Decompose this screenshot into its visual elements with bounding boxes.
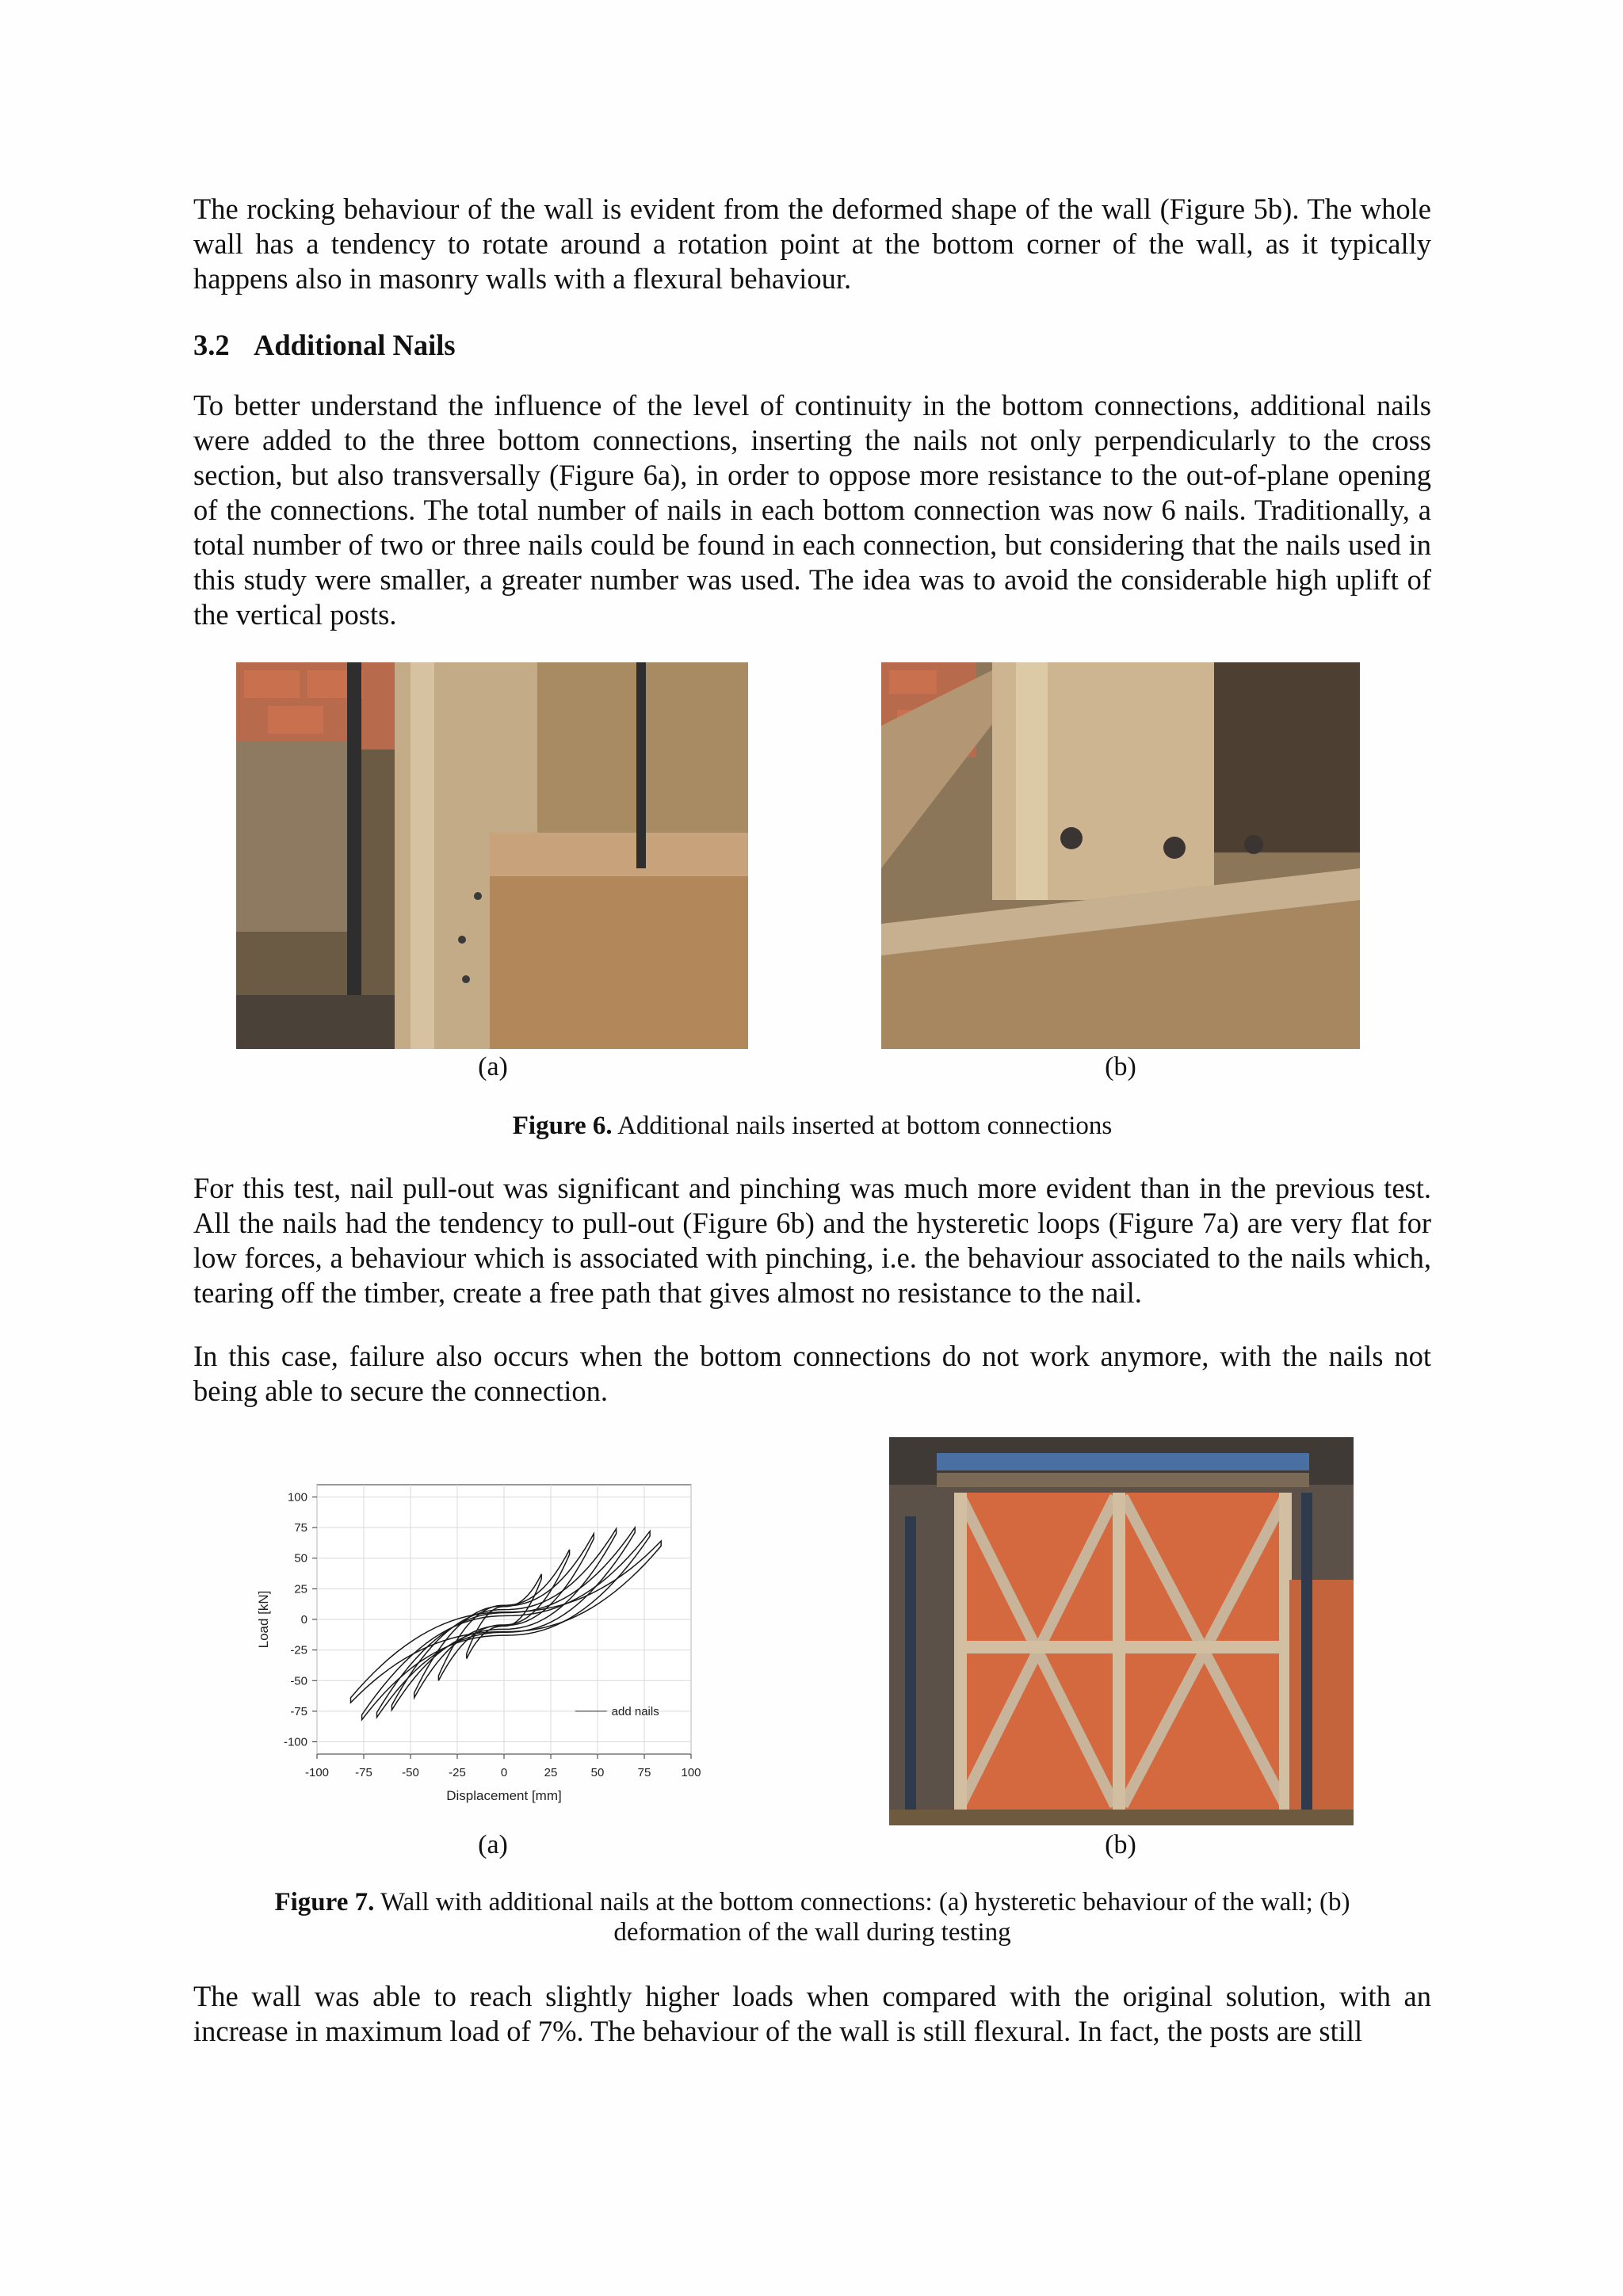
paragraph-rocking-behaviour: The rocking behaviour of the wall is evident from the deformed shape of the wall (Figure 5b). The whole wall has a tendency to rotate around a rotation point at the bottom corner of the wall, as it typically happens also in masonry walls with a flexural behaviour. <box>193 193 1431 295</box>
figure6a-photo <box>236 662 748 1049</box>
paragraph-higher-loads: The wall was able to reach slightly higher loads when compared with the original solution, with an increase in maximum load of 7%. The behaviour of the wall is still flexural. In fact, the posts are still <box>193 1980 1431 2047</box>
figure7-caption <box>238 1887 1387 1947</box>
y-tick-label: -25 <box>290 1643 307 1657</box>
figure7-caption-label: Figure 7. <box>274 1888 375 1917</box>
hysteresis-chart-svg <box>216 1437 723 1825</box>
figure6a-label: (a) <box>478 1052 508 1081</box>
figure7a-label: (a) <box>478 1830 508 1859</box>
x-tick-label: -25 <box>449 1766 466 1779</box>
figure6-caption-text: Additional nails inserted at bottom connections <box>612 1112 1113 1140</box>
figure6-caption-label: Figure 6. <box>512 1112 613 1140</box>
x-tick-label: -75 <box>355 1766 372 1779</box>
y-axis-label: Load [kN] <box>256 1590 271 1649</box>
y-tick-label: 50 <box>294 1551 307 1566</box>
figure7a-chart <box>216 1437 723 1825</box>
legend-label: add nails <box>611 1704 659 1718</box>
y-tick-label: -75 <box>290 1704 307 1718</box>
x-tick-label: 100 <box>681 1766 701 1779</box>
paragraph-pull-out: For this test, nail pull-out was significant and pinching was much more evident than in the previous test. All the nails had the tendency to pull-out (Figure 6b) and the hysteretic loops (Figure 7a) are very flat for low forces, a behaviour which is associated with pinching, i.e. the behaviour associated to the nails which, tearing off the timber, create a free path that gives almost no resistance to the nail. <box>193 1172 1431 1309</box>
x-tick-label: 50 <box>590 1766 605 1779</box>
section-title: Additional Nails <box>254 329 456 361</box>
figure6-caption <box>193 1111 1431 1141</box>
figure7b-photo <box>889 1437 1354 1825</box>
figure6b-photo <box>881 662 1360 1049</box>
x-tick-label: -50 <box>402 1766 419 1779</box>
y-tick-label: 25 <box>294 1582 307 1596</box>
figure7b-label: (b) <box>1105 1830 1136 1859</box>
section-number: 3.2 <box>193 329 230 361</box>
x-tick-label: 75 <box>637 1766 651 1779</box>
y-tick-label: 75 <box>294 1521 307 1535</box>
y-tick-label: 0 <box>300 1613 307 1627</box>
y-tick-label: -100 <box>283 1735 307 1749</box>
paragraph-failure: In this case, failure also occurs when the bottom connections do not work anymore, with the nails not being able to secure the connection. <box>193 1340 1431 1407</box>
x-tick-label: -100 <box>304 1766 330 1779</box>
figure6b-label: (b) <box>1105 1052 1136 1081</box>
paragraph-additional-nails: To better understand the influence of the level of continuity in the bottom connections, additional nails were added to the three bottom connections, inserting the nails not only perpendicularly to the cross section, but also transversally (Figure 6a), in order to oppose more resistance to the out-of-plane opening of the connections. The total number of nails in each bottom connection was now 6 nails. Traditionally, a total number of two or three nails could be found in each connection, but considering that the nails used in this study were smaller, a greater number was used. The idea was to avoid the considerable high uplift of the vertical posts. <box>193 389 1431 631</box>
x-axis-label: Displacement [mm] <box>446 1788 562 1803</box>
y-tick-label: -50 <box>290 1674 307 1688</box>
y-tick-label: 100 <box>287 1490 307 1505</box>
x-tick-label: 0 <box>500 1766 508 1779</box>
x-tick-label: 25 <box>544 1766 558 1779</box>
figure7-caption-text: Wall with additional nails at the bottom connections: (a) hysteretic behaviour of the wall; (b) deformation of the wall during testing <box>374 1888 1350 1947</box>
section-heading <box>193 328 456 362</box>
